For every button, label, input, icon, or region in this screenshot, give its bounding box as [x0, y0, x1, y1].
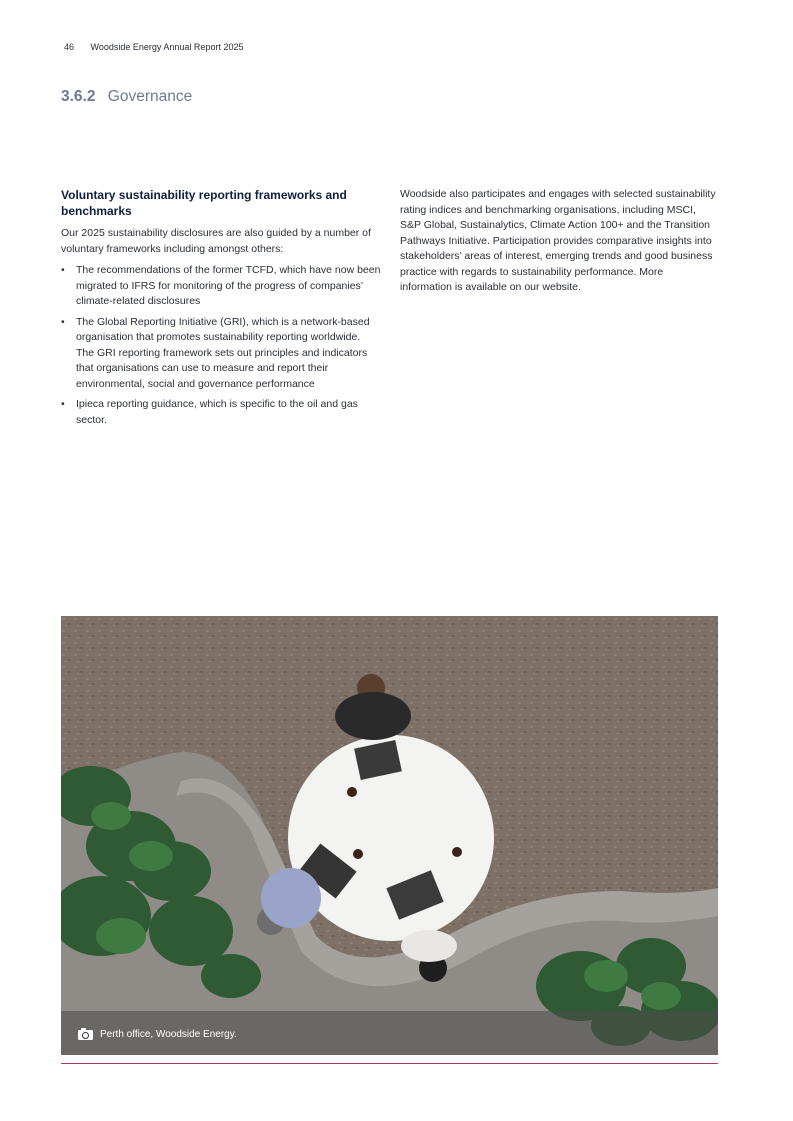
bullet-icon: • — [61, 264, 65, 276]
photo-caption — [78, 1029, 237, 1040]
section-name: Governance — [107, 88, 193, 105]
report-title: Woodside Energy Annual Report 2025 — [90, 42, 244, 52]
page-header — [64, 42, 243, 52]
list-item: • The recommendations of the former TCFD, which have now been migrated to IFRS for monitoring of the progress of companies’ climate-related disclosures — [61, 264, 381, 307]
section-number: 3.6.2 — [61, 88, 96, 105]
list-item: • Ipieca reporting guidance, which is specific to the oil and gas sector. — [61, 398, 358, 426]
intro-paragraph: Our 2025 sustainability disclosures are also guided by a number of voluntary frameworks including amongst others: — [61, 227, 371, 255]
page-number: 46 — [64, 42, 75, 52]
benchmarking-paragraph: Woodside also participates and engages with selected sustainability rating indices and benchmarking organisations, including MSCI, S&P Global, Sustainalytics, Climate Action 100+ and the Transition Pathways Initiative. Participation provides comparative insights into stakeholders’ areas of interest, emerging trends and good business practice with regards to sustainability performance. More information is available on our website. — [400, 188, 716, 293]
bullet-icon: • — [61, 315, 65, 328]
office-photo-illustration — [61, 616, 718, 1055]
list-item: • The Global Reporting Initiative (GRI), which is a network-based organisation that promotes sustainability reporting worldwide. The GRI reporting framework sets out principles and indicators that organisations can use to measure and report their environmental, social and governance performance — [61, 315, 370, 390]
left-column — [61, 187, 381, 433]
caption-text: Perth office, Woodside Energy. — [100, 1029, 237, 1040]
office-photo — [61, 616, 718, 1055]
framework-list — [61, 263, 381, 428]
footer-rule — [61, 1063, 718, 1064]
bullet-icon: • — [61, 398, 65, 410]
camera-icon — [78, 1030, 93, 1040]
subheading: Voluntary sustainability reporting frameworks and benchmarks — [61, 188, 347, 218]
section-title — [61, 88, 192, 106]
right-column — [400, 187, 718, 302]
